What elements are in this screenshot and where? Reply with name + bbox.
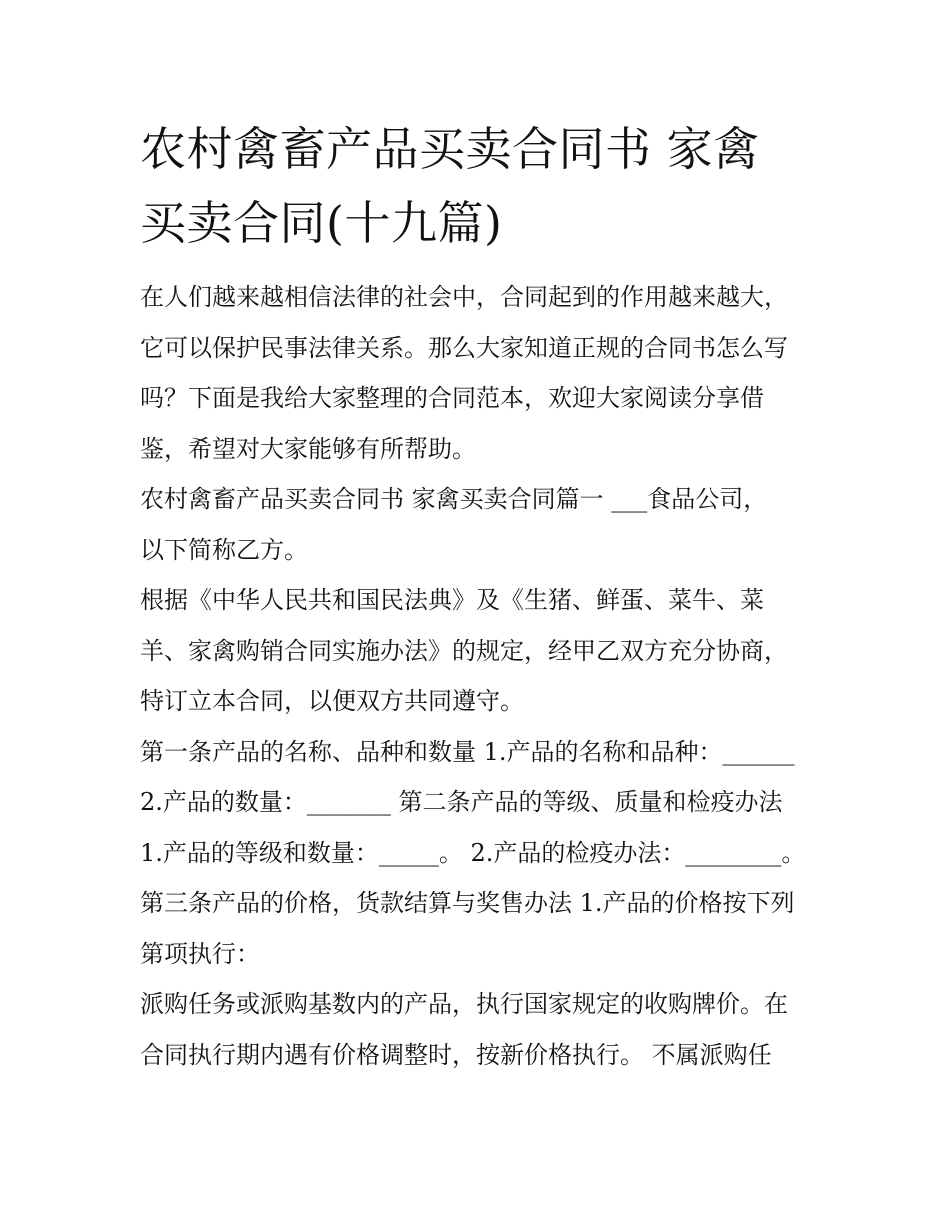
- text-line: 吗？下面是我给大家整理的合同范本，欢迎大家阅读分享借: [140, 384, 764, 412]
- pricing-paragraph: [140, 979, 812, 1080]
- text-line: 第一条产品的名称、品种和数量 1.产品的名称和品种：______: [140, 737, 795, 766]
- text-line: 1.产品的等级和数量：_____。 2.产品的检疫办法：________。: [140, 838, 806, 867]
- text-line: 在人们越来越相信法律的社会中，合同起到的作用越来越大，: [140, 283, 788, 311]
- text-line: 它可以保护民事法律关系。那么大家知道正规的合同书怎么写: [140, 333, 788, 362]
- text-line: 派购任务或派购基数内的产品，执行国家规定的收购牌价。在: [140, 990, 788, 1018]
- document-page: [140, 112, 812, 1080]
- text-line: 以下简称乙方。: [140, 535, 308, 564]
- title-line: 买卖合同(十九篇): [140, 196, 503, 250]
- legal-basis-paragraph: [140, 575, 812, 727]
- text-line: 2.产品的数量：_______ 第二条产品的等级、质量和检疫办法: [140, 788, 783, 816]
- title-line: 农村禽畜产品买卖合同书 家禽: [140, 122, 760, 176]
- text-line: 农村禽畜产品买卖合同书 家禽买卖合同篇一 ___食品公司，: [140, 485, 768, 513]
- parties-paragraph: [140, 474, 812, 575]
- text-line: 根据《中华人民共和国民法典》及《生猪、鲜蛋、菜牛、菜: [140, 586, 764, 614]
- intro-paragraph: [140, 272, 812, 474]
- text-line: 第项执行：: [140, 939, 260, 968]
- text-line: 第三条产品的价格，货款结算与奖售办法 1.产品的价格按下列: [140, 889, 795, 917]
- text-line: 羊、家禽购销合同实施办法》的规定，经甲乙双方充分协商，: [140, 636, 788, 665]
- terms-paragraph: [140, 727, 812, 980]
- document-title: [140, 112, 812, 260]
- text-line: 鉴，希望对大家能够有所帮助。: [140, 434, 476, 463]
- text-line: 合同执行期内遇有价格调整时，按新价格执行。 不属派购任: [140, 1040, 772, 1069]
- text-line: 特订立本合同，以便双方共同遵守。: [140, 687, 524, 715]
